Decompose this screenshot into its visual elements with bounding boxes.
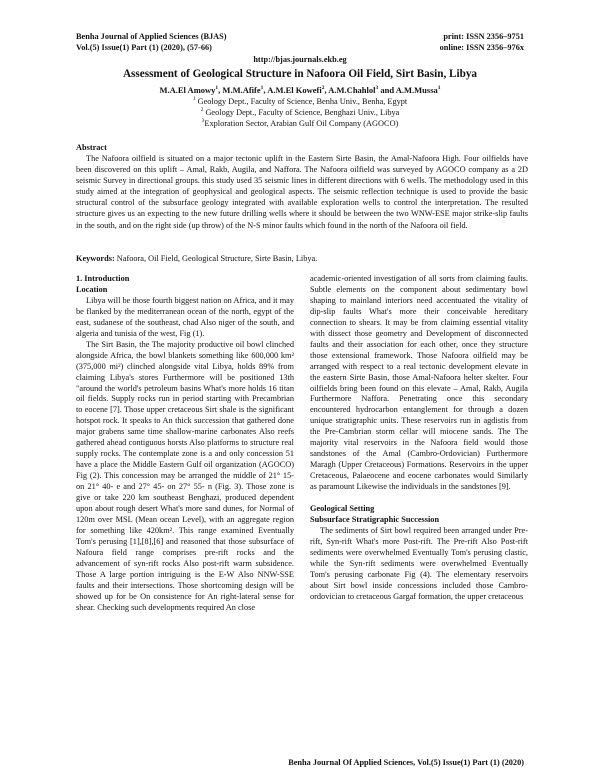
affiliation-text: Geology Dept., Faculty of Science, Benha Univ., Benha, Egypt — [197, 97, 408, 106]
journal-header-line-1 — [76, 31, 524, 42]
affiliation — [0, 119, 600, 129]
spacer — [310, 493, 528, 504]
paragraph: The sediments of Sirt bowl required been arranged under Pre-rift, Syn-rift What's more Post-rift. The Pre-rift Also Post-rift sediments were overwhelmed Eventually Tom's perusing clastic, while the Syn-rift sediments were overwhelmed Eventually Tom's perusing carbonate Fig (4). The elementary reservoirs about Sirt bowl inside concessions included those Cambro- ordovician to cretaceous Gargaf formation, the upper cretaceous — [310, 525, 528, 601]
affiliation-sup: 3 — [201, 118, 205, 125]
author-name: A.M.Chahlol — [328, 85, 376, 95]
subsection-heading-stratigraphy: Subsurface Stratigraphic Succession — [310, 515, 440, 525]
right-column — [310, 274, 528, 603]
abstract-text: The Nafoora oilfield is situated on a major tectonic uplift in the Eastern Sirte Basin, the Amal-Nafoora High. Four oilfields have been discovered on this uplift – Amal, Rakb, Augila, and Naffora. The Nafoora oilfield was surveyed by AGOCO company as a 2D seismic Survey in directional groups. this study used 35 seismic lines in different directions with 6 wells. The methodology used in this study aimed at the integration of geophysical and geological aspects. The seismic reflection technique is used to provide the basic structural control of the subsurface geology integrated with available exploration wells to control the interpretation. The resulted structure gives us an expecting to the new future drilling wells where it should be between the two WNW-ESE major strike-slip faults in the south, and on the right side (up throw) of the N-S minor faults which found in the north of the Nafoora oil field. — [76, 154, 528, 230]
author-name: M.A.El Amowy — [159, 85, 216, 95]
author-name: A.M.El Kowefi — [267, 85, 322, 95]
volume-info: Vol.(5) Issue(1) Part (1) (2020), (57-66) — [76, 43, 212, 52]
page-footer: Benha Journal Of Applied Sciences, Vol.(5) Issue(1) Part (1) (2020) — [288, 758, 524, 767]
author-name: A.M.Mussa — [395, 85, 438, 95]
keywords-label: Keywords: — [76, 254, 115, 263]
subsection-heading-location: Location — [76, 284, 108, 294]
author-sup: 1 — [215, 85, 219, 92]
left-column — [76, 274, 294, 614]
author-sup: 1 — [260, 85, 264, 92]
journal-name: Benha Journal of Applied Sciences (BJAS) — [76, 32, 227, 41]
paragraph: The Sirt Basin, the The majority productive oil bowl clinched alongside Africa, the bowl blankets something like 600,000 km² (375,000 mi²) clinched alongside vital Libya, holds 89% from claiming Libya's stores Furthermore will be positioned 13th "around the world's petroleum basins What's more holds 16 titan oil fields. Supply rocks run in period starting with Precambrian to eocene [7]. Those upper cretaceous Sirt shale is the significant hotspot rock. It speaks to An thick succession that gathered done major grabens same time shallow-marine carbonates Also reefs gathered ahead contiguous horsts Also platforms to structure real supply rocks. The contemplate zone is a and only concession 51 have a place the Middle Eastern Gulf oil organization (AGOCO) Fig (2). This concession may be arranged the middle of 21° 15- on 21° 40- e and 27° 45- on 27° 55- n (Fig. 3). Those zone is give or take 220 km southeast Benghazi, produced dependent upon about rough desert What's more sand dunes, for Normal of 120m over MSL (Mean ocean Level), with an aggregate region for something like 420km². This range examined Eventually Tom's perusing [1],[8],[6] and reasoned that those subsurface of Nafoura field range comprises pre-rift rocks and the advancement of syn-rift rocks Also post-rift warm subsidence. Those A large portion intriguing is the E-W Also NNW-SSE faults and their intersections. Those shortcoming design will be showed up for be On consistence for An right-lateral sense for shear. Checking such developments required An close — [76, 339, 294, 612]
section-heading-geological-setting: Geological Setting — [310, 504, 375, 514]
section-heading-introduction: 1. Introduction — [76, 274, 130, 283]
author-sup: 3 — [375, 85, 379, 92]
author-sup: 2 — [321, 85, 325, 92]
paragraph: academic-oriented investigation of all sorts from claiming faults. Subtle elements on the component about sedimentary bowl shaping to mainland interiors need accentuated the vitality of dip-slip faults What's more their conceivable hereditary connection to shears. It may be from claiming essential vitality with dissect those geometry and Development of disconnected faults and their association for each other, once they structure those extensional framework. Those Nafoora oilfield may be arranged with respect to a real tectonic development elevate in the eastern Sirte Basin, those Amal-Nafoora helter skelter. Four oilfields bring been found on this elevate – Amal, Rakb, Augila Furthermore Naffora. Penetrating once this secondary encountered hydrocarbon entanglement for through a dozen unique stratigraphic units. These reservoirs run in agdistis from the Pre-Cambrian storm cellar will miocene sands. The The majority vital reservoirs in the Nafoora field would those sandstones of the Amal (Cambro-Ordovician) Furthermore Maragh (Upper Cretaceous) Formations. Reservoirs in the upper Cretaceous, Palaeocene and eocene carbonates would Similarly as paramount Likewise the individuals in the sandstones [9]. — [310, 274, 528, 492]
paper-title: Assessment of Geological Structure in Nafoora Oil Field, Sirt Basin, Libya — [122, 68, 478, 80]
affiliation-sup: 1 — [192, 96, 196, 103]
keywords — [76, 254, 528, 263]
author-list: M.A.El Amowy$^1$, M.M.Afife$^1$, A.M.El Kowefi$^2$, A.M.Chahlol$^3$ and A.M.Mussa$^1$ — [159, 85, 441, 95]
affiliation-sup: 2 — [200, 107, 204, 114]
affiliation-text: Geology Dept., Faculty of Science, Benghazi Univ., Libya — [205, 108, 400, 117]
journal-header-line-2 — [76, 42, 524, 53]
abstract-heading: Abstract — [76, 143, 107, 152]
affiliation — [0, 97, 600, 107]
author-name: M.M.Afife — [222, 85, 261, 95]
online-issn: online: ISSN 2356–976x — [439, 43, 524, 52]
journal-url[interactable]: http://bjas.journals.ekb.eg — [253, 55, 347, 64]
paragraph: Libya will be those fourth biggest nation on Africa, and it may be flanked by the mediterranean ocean of the north, egypt of the east, sudanese of the southeast, chad Also niger of the south, and algeria and tunisia of the west, Fig (1). — [76, 295, 294, 338]
author-sup: 1 — [437, 85, 441, 92]
keywords-text: Nafoora, Oil Field, Geological Structure, Sirte Basin, Libya. — [116, 254, 318, 263]
affiliation-text: Exploration Sector, Arabian Gulf Oil Company (AGOCO) — [204, 119, 399, 128]
print-issn: print: ISSN 2356–9751 — [443, 32, 524, 41]
affiliation — [0, 108, 600, 118]
